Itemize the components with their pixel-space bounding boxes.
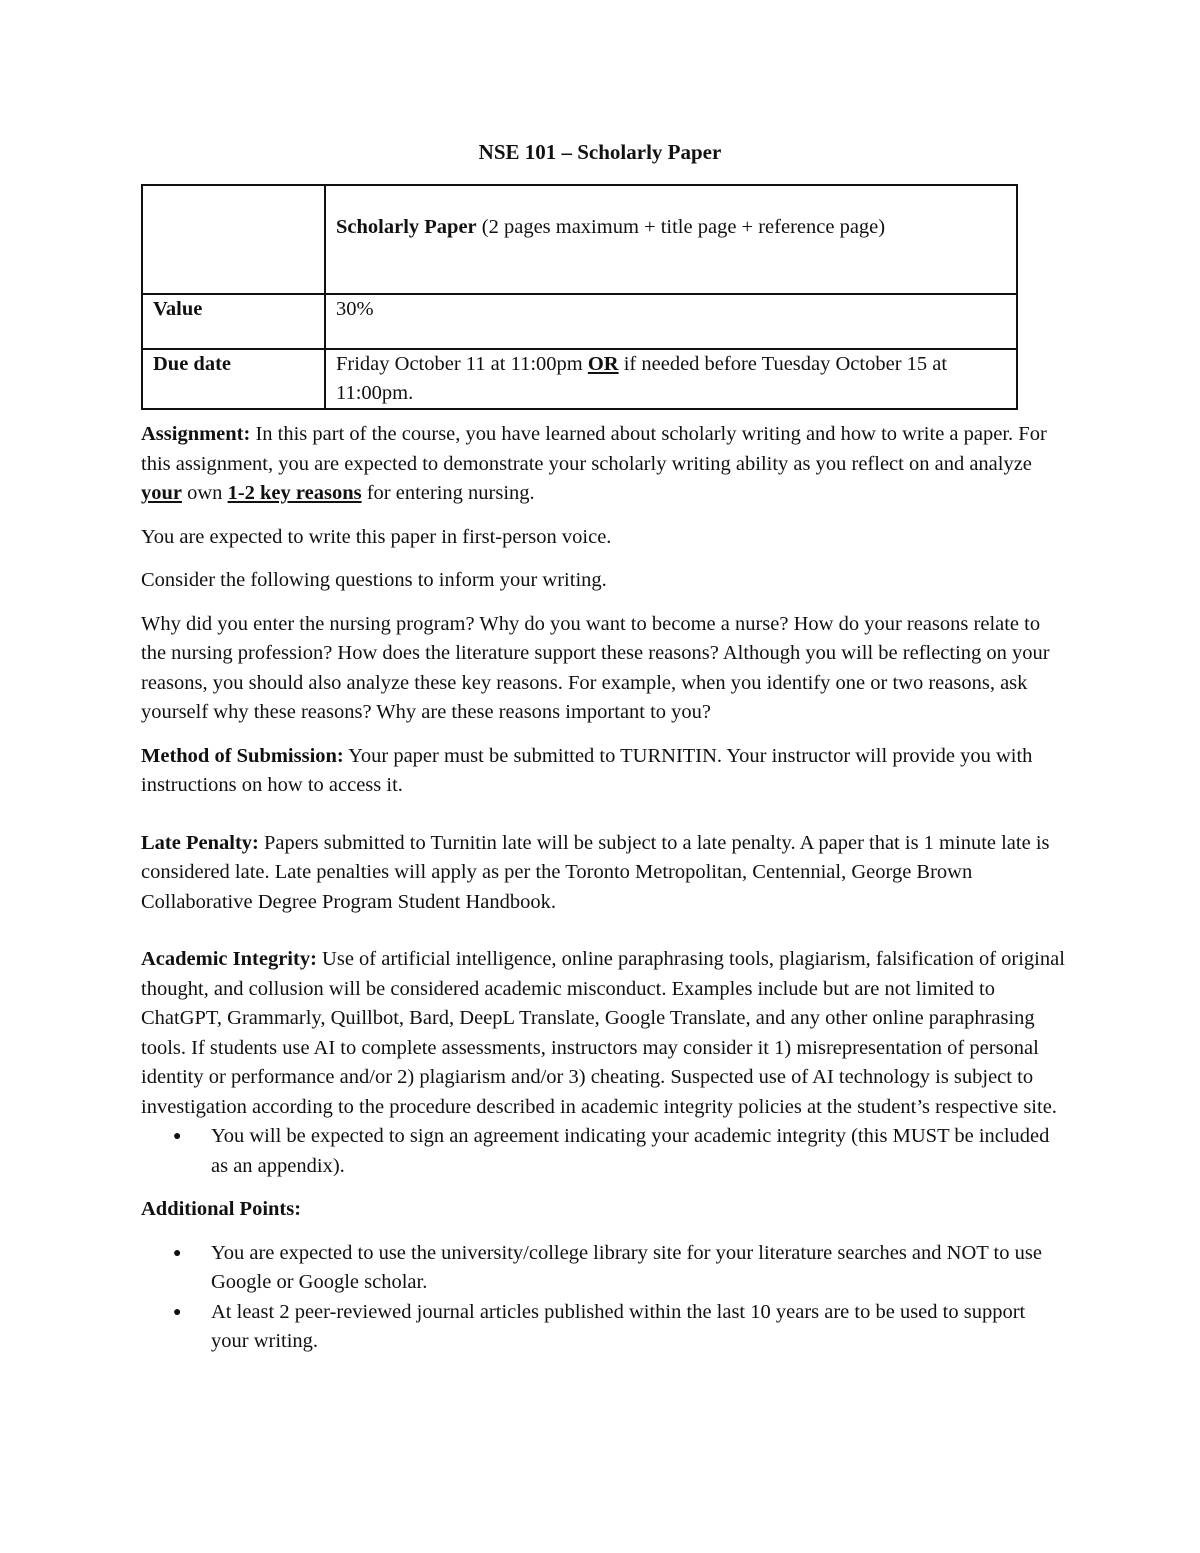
document-body [141, 420, 1066, 1371]
integrity-text: Use of artificial intelligence, online paraphrasing tools, plagiarism, falsification of original thought, and collusion will be considered academic misconduct. Examples include but are not limited to ChatGPT, Grammarly, Quillbot, Bard, DeepL Translate, Google Translate, and any other online paraphrasing tools. If students use AI to complete assessments, instructors may consider it 1) misrepresentation of personal identity or performance and/or 2) plagiarism and/or 3) cheating. Suspected use of AI technology is subject to investigation according to the procedure described in academic integrity policies at the student’s respective site. [141, 948, 1065, 1118]
due-date-alternate: if needed before Tuesday October 15 at 11:00pm. [336, 353, 948, 404]
paper-type-label: Scholarly Paper [336, 216, 477, 238]
value-amount: 30% [325, 294, 1017, 349]
submission-text: Your paper must be submitted to TURNITIN. Your instructor will provide you with instructions on how to access it. [141, 744, 1033, 796]
table-row-due-date [142, 349, 1017, 409]
consider-paragraph: Consider the following questions to inform your writing. [141, 569, 607, 591]
bullet-icon: ● [173, 1245, 182, 1261]
late-penalty-paragraph [141, 829, 1066, 918]
table-row-header [142, 185, 1017, 294]
list-item [173, 1298, 1066, 1357]
due-date-primary: Friday October 11 at 11:00pm [336, 353, 588, 375]
assignment-text-1: In this part of the course, you have learned about scholarly writing and how to write a paper. For this assignment, you are expected to demonstrate your scholarly writing ability as you reflect on and analyze [141, 423, 1047, 475]
assignment-text-2: own [182, 482, 228, 504]
list-item [173, 1122, 1066, 1181]
integrity-bullet-list [141, 1122, 1066, 1181]
assignment-key-reasons: 1-2 key reasons [227, 482, 362, 504]
assignment-paragraph [141, 420, 1066, 509]
paper-length-spec: (2 pages maximum + title page + reference page) [476, 216, 886, 238]
due-date-value [325, 349, 1017, 409]
additional-bullet-list [141, 1239, 1066, 1357]
assignment-your: your [141, 482, 182, 504]
first-person-paragraph: You are expected to write this paper in first-person voice. [141, 525, 612, 548]
questions-paragraph: Why did you enter the nursing program? Why do you want to become a nurse? How do your reasons relate to the nursing profession? How does the literature support these reasons? Although you will be reflecting on your reasons, you should also analyze these key reasons. For example, when you identify one or two reasons, ask yourself why these reasons? Why are these reasons important to you? [141, 612, 1050, 723]
integrity-bullet-text: You will be expected to sign an agreement indicating your academic integrity (this MUST be included as an appendix). [211, 1125, 1050, 1177]
submission-paragraph [141, 742, 1066, 801]
additional-points-label: Additional Points: [141, 1198, 302, 1220]
submission-label: Method of Submission: [141, 744, 344, 767]
late-penalty-text: Papers submitted to Turnitin late will be subject to a late penalty. A paper that is 1 minute late is considered late. Late penalties will apply as per the Toronto Metropolitan, Centennial, George Brown Collaborative Degree Program Student Handbook. [141, 831, 1050, 913]
value-label: Value [142, 294, 325, 349]
bullet-icon: ● [173, 1129, 182, 1144]
table-cell-empty [142, 185, 325, 294]
integrity-paragraph [141, 945, 1066, 1122]
integrity-label: Academic Integrity: [141, 948, 317, 970]
document-title: NSE 101 – Scholarly Paper [478, 140, 722, 164]
additional-bullet-text: At least 2 peer-reviewed journal articles published within the last 10 years are to be used to support your writing. [211, 1300, 1026, 1352]
due-date-or: OR [587, 353, 619, 375]
assignment-info-table [141, 184, 1018, 410]
bullet-icon: ● [173, 1304, 182, 1320]
assignment-text-3: for entering nursing. [361, 482, 535, 504]
late-penalty-label: Late Penalty: [141, 831, 259, 854]
additional-bullet-text: You are expected to use the university/college library site for your literature searches and NOT to use Google or Google scholar. [211, 1241, 1042, 1293]
due-date-label: Due date [142, 349, 325, 409]
list-item [173, 1239, 1066, 1298]
table-cell-paper-spec [325, 185, 1017, 294]
assignment-label: Assignment: [141, 423, 251, 445]
additional-points-heading [141, 1195, 1066, 1225]
table-row-value [142, 294, 1017, 349]
